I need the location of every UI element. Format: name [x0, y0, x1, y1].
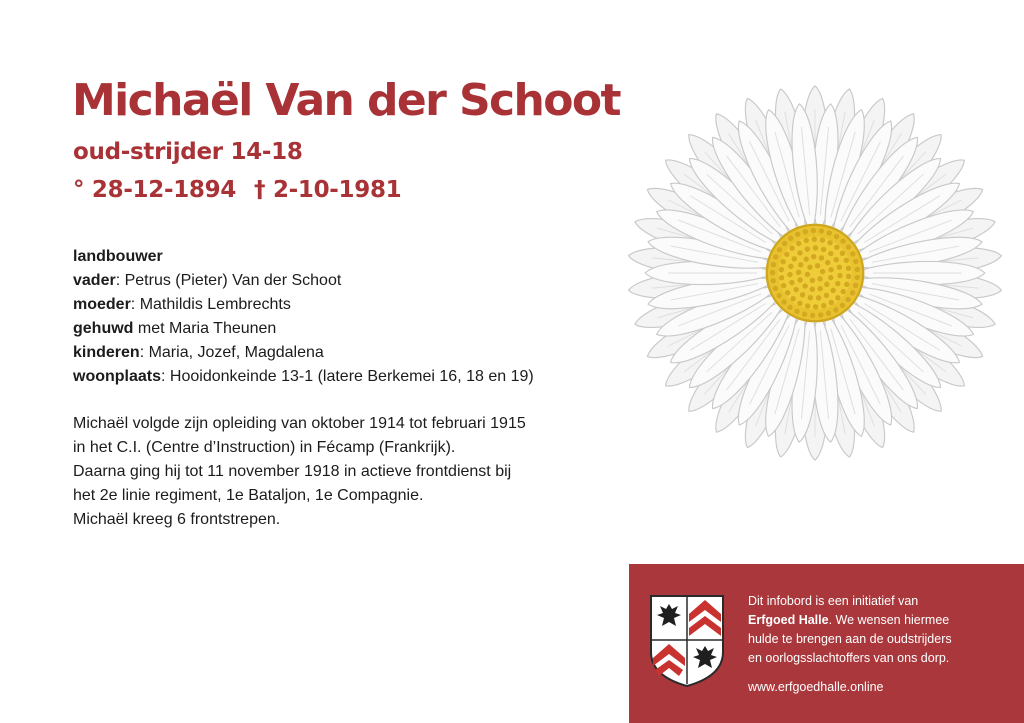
coat-of-arms-icon [649, 594, 725, 688]
personal-facts [73, 245, 534, 389]
subtitle-dates [73, 175, 401, 205]
org-name: Erfgoed Halle [748, 613, 829, 627]
subtitle-role: oud-strijder 14-18 [73, 139, 303, 165]
fact-value: : Mathildis Lembrechts [130, 296, 291, 313]
story-line: Michaël kreeg 6 frontstrepen. [73, 511, 281, 528]
fact-value: : Maria, Jozef, Magdalena [139, 344, 324, 361]
birth-date: ° 28-12-1894 [73, 177, 237, 203]
fact-label: vader [73, 272, 116, 289]
fact-value: met Maria Theunen [133, 320, 277, 337]
daisy-flower-icon [622, 80, 1008, 466]
death-date: † 2-10-1981 [254, 177, 402, 203]
fact-residence [73, 365, 534, 389]
initiative-text: Dit infobord is een initiatief van Erfgoed Halle. We wensen hiermee hulde te brengen aan de oudstrijders en oorlogsslachtoffers van ons dorp. [748, 594, 952, 665]
story-line: Daarna ging hij tot 11 november 1918 in actieve frontdienst bij [73, 463, 512, 480]
fact-label: kinderen [73, 344, 140, 361]
fact-father [73, 269, 534, 293]
fact-label: moeder [73, 296, 131, 313]
story-line: Michaël volgde zijn opleiding van oktober 1914 tot februari 1915 [73, 415, 526, 432]
fact-value: : Petrus (Pieter) Van der Schoot [115, 272, 342, 289]
biography-text [73, 412, 526, 532]
fact-label: gehuwd [73, 320, 134, 337]
fact-occupation: landbouwer [73, 248, 163, 265]
story-line: in het C.I. (Centre d’Instruction) in Fécamp (Frankrijk). [73, 439, 456, 456]
story-line: het 2e linie regiment, 1e Bataljon, 1e Compagnie. [73, 487, 424, 504]
footer-panel [629, 564, 1024, 723]
fact-mother [73, 293, 534, 317]
fact-married [73, 317, 534, 341]
fact-label: woonplaats [73, 368, 162, 385]
website-link[interactable]: www.erfgoedhalle.online [748, 680, 884, 694]
fact-value: : Hooidonkeinde 13-1 (latere Berkemei 16, 18 en 19) [161, 368, 534, 385]
fact-children [73, 341, 534, 365]
page-title: Michaël Van der Schoot [72, 75, 620, 126]
